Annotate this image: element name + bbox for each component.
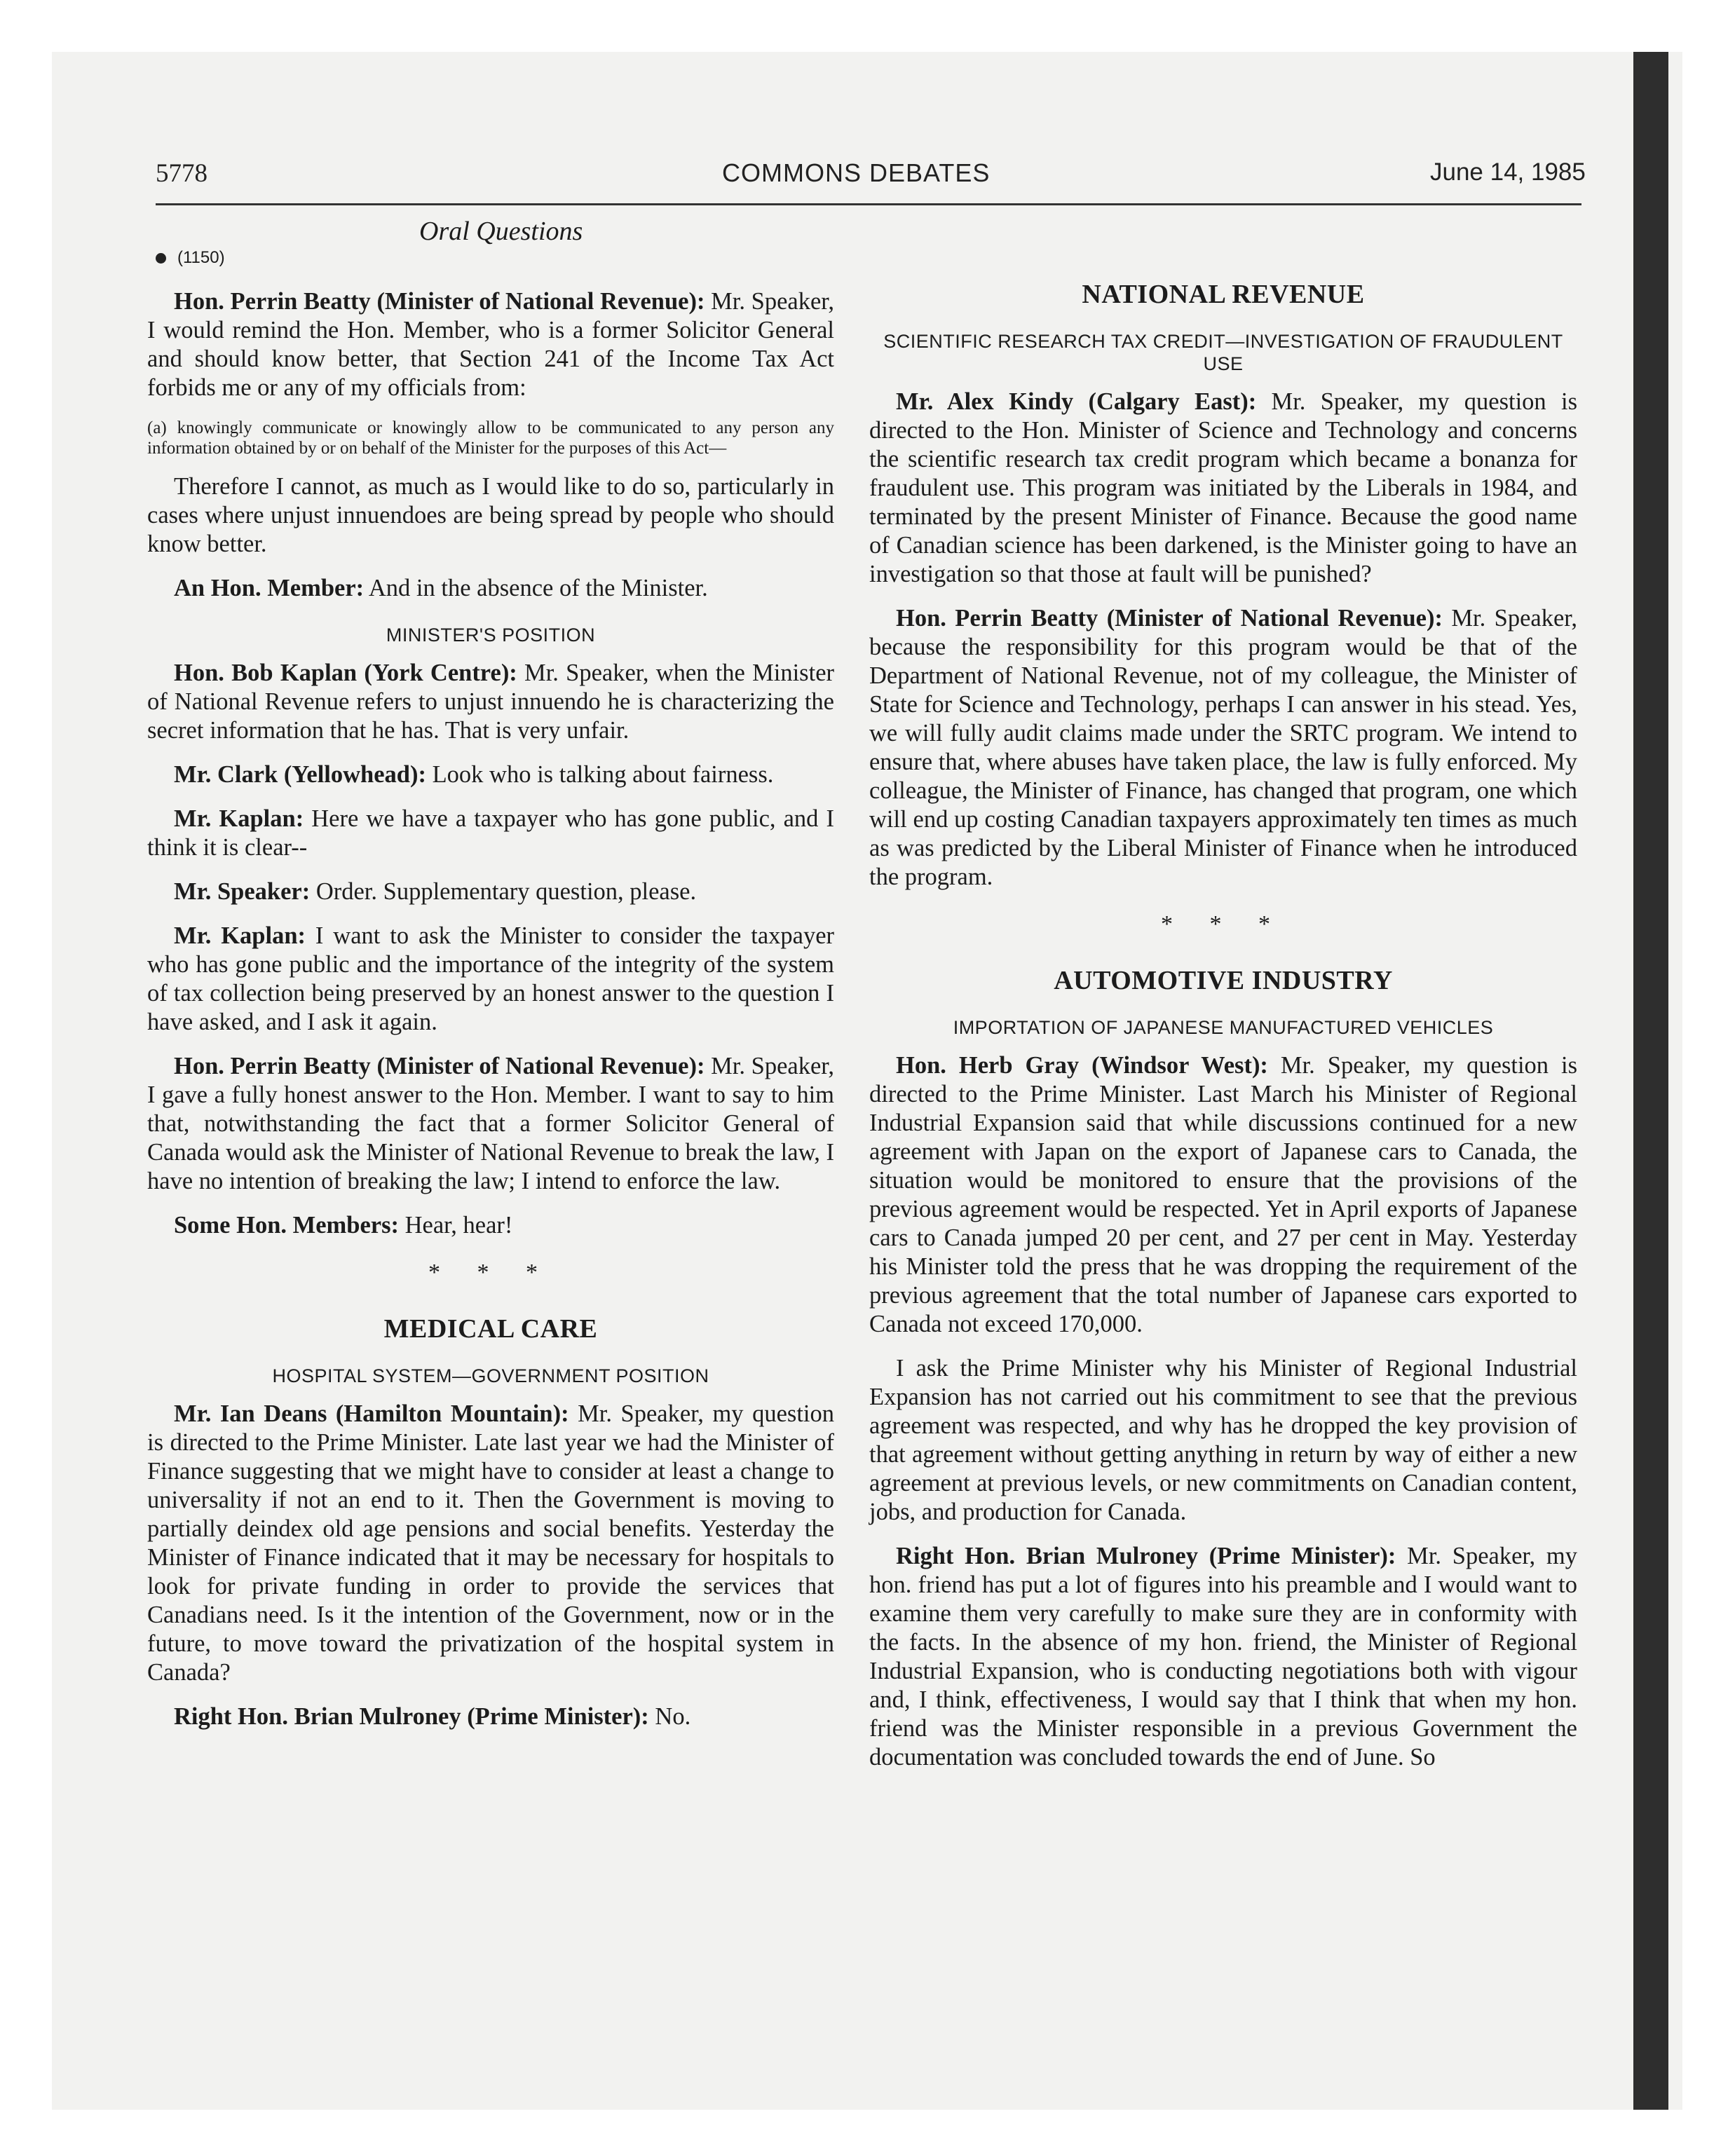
speaker-name: Mr. Kaplan: [174, 922, 306, 949]
paragraph-clark [147, 760, 834, 789]
page-number: 5778 [156, 159, 207, 188]
speech-text: Mr. Speaker, because the responsibility for this program would be that of the Department of National Revenue, not of my colleague, the Minister of State for Science and Technology, perhaps I can answer in his stead. Yes, we will fully audit claims made under the SRTC program. We intend to ensure that, where abuses have taken place, the law is fully enforced. My colleague, the Minister of Finance, has changed that program, one which will end up costing Canadian taxpayers approximately ten times as much as was predicted by the Liberal Minister of Finance when he introduced the program. [869, 605, 1578, 890]
paragraph-gray-1 [869, 1051, 1577, 1339]
paragraph-speaker [147, 878, 834, 906]
speaker-name: Hon. Perrin Beatty (Minister of National Revenue): [896, 605, 1443, 632]
paragraph-beatty-2: Therefore I cannot, as much as I would like to do so, particularly in cases where unjust innuendoes are being spread by people who should know better. [147, 473, 834, 557]
right-column [869, 259, 1577, 1787]
paragraph-deans [147, 1400, 834, 1687]
paragraph-kaplan-2 [147, 805, 834, 862]
speaker-name: Mr. Clark (Yellowhead): [174, 761, 426, 788]
speech-text: Order. Supplementary question, please. [310, 878, 697, 905]
paragraph-members [147, 1211, 834, 1240]
speaker-name: Right Hon. Brian Mulroney (Prime Minister): [896, 1543, 1396, 1569]
paragraph-kindy [869, 388, 1577, 589]
running-title: COMMONS DEBATES [722, 158, 991, 187]
speech-text: No. [648, 1703, 691, 1730]
paragraph-kaplan-1 [147, 659, 834, 745]
section-subheader: Oral Questions [419, 217, 583, 246]
speaker-name: Right Hon. Brian Mulroney (Prime Minister): [174, 1703, 649, 1730]
section-title-national-revenue: NATIONAL REVENUE [1082, 280, 1365, 309]
speaker-name: Mr. Ian Deans (Hamilton Mountain): [174, 1400, 569, 1427]
paragraph-beatty-1 [147, 287, 834, 402]
timestamp [156, 248, 225, 268]
speech-text: And in the absence of the Minister. [364, 575, 708, 601]
header-rule [156, 203, 1581, 205]
paragraph-kaplan-3 [147, 922, 834, 1037]
speech-text: Mr. Speaker, when the Minister of National Revenue refers to unjust innuendo he is characterizing the secret information that he has. That is very unfair. [147, 660, 834, 744]
scan-edge-shadow [1633, 52, 1668, 2110]
left-column [147, 287, 834, 1747]
section-separator: * * * [428, 1260, 553, 1285]
paragraph-member [147, 574, 834, 603]
speech-text: Mr. Speaker, my question is directed to the Prime Minister. Last March his Minister of Regional Industrial Expansion said that while discussions continued for a new agreement with Japan on the export of Japanese cars to Canada, the situation would be monitored to ensure that the provisions of the previous agreement would be respected. Yet in April exports of Japanese cars to Canada jumped 20 per cent, and 27 per cent in May. Yesterday his Minister told the press that he was dropping the requirement of the previous agreement that the total number of Japanese cars exported to Canada not exceed 170,000. [869, 1052, 1578, 1337]
bullet-icon [156, 253, 166, 264]
speaker-name: Mr. Alex Kindy (Calgary East): [896, 388, 1257, 415]
section-title-automotive-industry: AUTOMOTIVE INDUSTRY [1054, 966, 1393, 995]
speech-text: Mr. Speaker, my hon. friend has put a lot of figures into his preamble and I would want to examine them very carefully to make sure they are in conformity with the facts. In the absence of my hon. friend, the Minister of Regional Industrial Expansion, who is conducting negotiations both with vigour and, I think, effectiveness, I would say that I think that when my hon. friend was the Minister responsible in a previous Government the documentation was concluded towards the end of June. So [869, 1543, 1577, 1770]
subheading-japanese-vehicles: IMPORTATION OF JAPANESE MANUFACTURED VEHICLES [953, 1017, 1494, 1038]
subheading-hospital-system: HOSPITAL SYSTEM—GOVERNMENT POSITION [272, 1365, 709, 1386]
speaker-name: Hon. Perrin Beatty (Minister of National Revenue): [174, 1053, 705, 1079]
speech-text: Mr. Speaker, my question is directed to the Prime Minister. Late last year we had the Minister of Finance suggesting that we might have to consider at least a change to universality if not an end to it. Then the Government is moving to partially deindex old age pensions and social benefits. Yesterday the Minister of Finance indicated that it may be necessary for hospitals to look for private funding in order to provide the services that Canadians need. Is it the intention of the Government, now or in the future, to move toward the privatization of the hospital system in Canada? [147, 1400, 834, 1686]
paragraph-mulroney-1 [147, 1703, 834, 1731]
section-separator: * * * [1161, 911, 1286, 937]
speech-text: Here we have a taxpayer who has gone public, and I think it is clear-- [147, 805, 834, 861]
speech-text: Mr. Speaker, I gave a fully honest answer to the Hon. Member. I want to say to him that, notwithstanding the fact that a former Solicitor General of Canada would ask the Minister of National Revenue to break the law, I have no intention of breaking the law; I intend to enforce the law. [147, 1053, 835, 1194]
speaker-name: An Hon. Member: [174, 575, 365, 601]
speaker-name: Mr. Speaker: [174, 878, 311, 905]
paragraph-beatty-3 [147, 1052, 834, 1196]
paragraph-beatty-4 [869, 604, 1577, 892]
speaker-name: Hon. Perrin Beatty (Minister of National Revenue): [174, 288, 705, 315]
speaker-name: Some Hon. Members: [174, 1212, 399, 1239]
speaker-name: Hon. Bob Kaplan (York Centre): [174, 660, 517, 686]
paragraph-gray-2: I ask the Prime Minister why his Minister of Regional Industrial Expansion has not carried out his commitment to see that the previous agreement was respected, and why has he dropped the key provision of that agreement without getting anything in return by way of either a new agreement at previous levels, or new commitments on Canadian content, jobs, and production for Canada. [869, 1355, 1577, 1525]
speech-text: Mr. Speaker, my question is directed to the Hon. Minister of Science and Technology and concerns the scientific research tax credit program which became a bonanza for fraudulent use. This program was initiated by the Liberals in 1984, and terminated by the present Minister of Finance. Because the good name of Canadian science has been darkened, is the Minister going to have an investigation so that those at fault will be punished? [869, 388, 1577, 587]
speaker-name: Mr. Kaplan: [174, 805, 304, 832]
subheading-srtc: SCIENTIFIC RESEARCH TAX CREDIT—INVESTIGATION OF FRAUDULENT USE [883, 331, 1563, 374]
speaker-name: Hon. Herb Gray (Windsor West): [896, 1052, 1268, 1079]
page-date: June 14, 1985 [1430, 158, 1586, 186]
speech-text: I want to ask the Minister to consider the taxpayer who has gone public and the importance of the integrity of the system of tax collection being preserved by an honest answer to the question I have asked, and I ask it again. [147, 922, 834, 1035]
speech-text: Look who is talking about fairness. [426, 761, 774, 788]
paragraph-mulroney-2 [869, 1542, 1577, 1772]
speech-text: Mr. Speaker, I would remind the Hon. Member, who is a former Solicitor General and should know better, that Section 241 of the Income Tax Act forbids me or any of my officials from: [147, 288, 835, 401]
speech-text: Hear, hear! [398, 1212, 513, 1239]
section-title-medical-care: MEDICAL CARE [383, 1314, 598, 1344]
act-quotation: (a) knowingly communicate or knowingly allow to be communicated to any person any information obtained by or on behalf of the Minister for the purposes of this Act— [147, 418, 834, 458]
timestamp-text: (1150) [177, 248, 225, 267]
subheading-minister-position: MINISTER'S POSITION [386, 625, 596, 646]
